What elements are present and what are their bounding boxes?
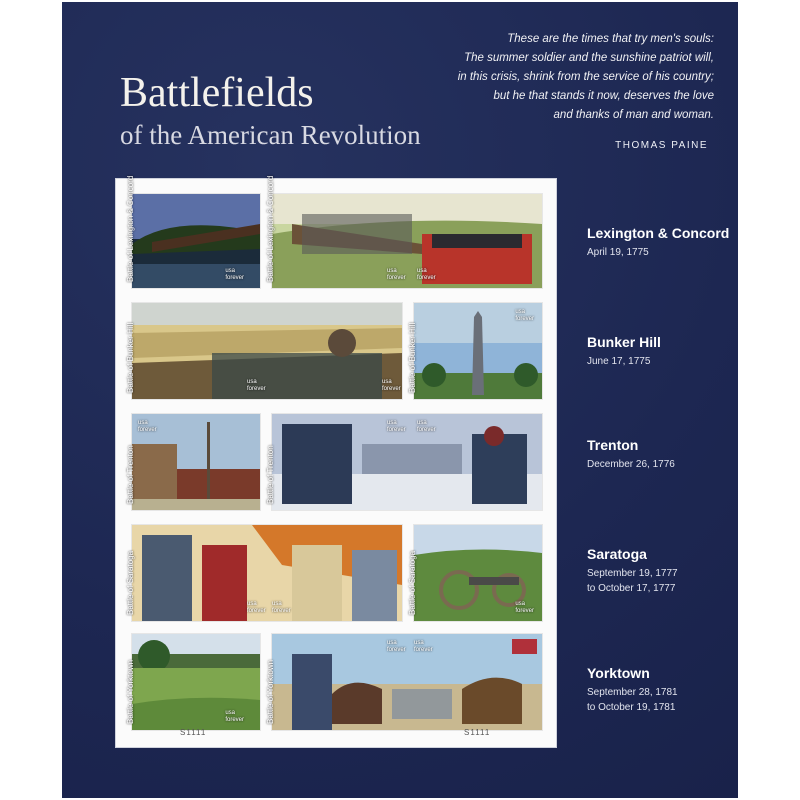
denom-forever: forever [515, 608, 534, 614]
quote-line: The summer soldier and the sunshine patriot will, [464, 52, 714, 64]
stamp-denomination [515, 309, 534, 323]
denom-forever: forever [225, 717, 244, 723]
stamp-caption: Battle of Bunker Hill [408, 322, 417, 393]
denom-forever: forever [272, 608, 291, 614]
stamp-caption: Battle of Lexington & Concord [126, 175, 135, 282]
stamp-denomination [414, 640, 433, 654]
denom-usa: usa [225, 710, 235, 716]
stamp-denomination [417, 268, 436, 282]
denom-usa: usa [417, 420, 427, 426]
denom-forever: forever [387, 647, 406, 653]
plate-number: S1111 [180, 728, 207, 737]
battle-date-end: to October 17, 1777 [587, 583, 676, 594]
stamp-caption: Battle of Saratoga [126, 550, 135, 615]
denom-forever: forever [387, 275, 406, 281]
troops-illustration [132, 303, 402, 399]
denom-usa: usa [138, 420, 148, 426]
stamp-denomination [387, 640, 406, 654]
denom-forever: forever [414, 647, 433, 653]
stamp-denomination [387, 268, 406, 282]
denom-usa: usa [247, 601, 257, 607]
stamp-caption: Battle of Bunker Hill [126, 322, 135, 393]
battle-date-start: September 28, 1781 [587, 687, 678, 698]
denom-usa: usa [387, 420, 397, 426]
battle-label-trenton [587, 437, 675, 472]
stamp-denomination [417, 420, 436, 434]
quote-line: in this crisis, shrink from the service of his country; [457, 71, 714, 83]
denom-usa: usa [247, 379, 257, 385]
denom-forever: forever [247, 608, 266, 614]
stamp-lexington-soldiers [266, 175, 542, 288]
battle-date: June 17, 1775 [587, 356, 651, 367]
stamp-denomination [272, 601, 291, 615]
stamp-denomination [382, 379, 401, 393]
denom-usa: usa [272, 601, 282, 607]
battle-date: April 19, 1775 [587, 247, 649, 258]
stamp-caption: Battle of Yorktown [266, 659, 275, 724]
stamp-caption: Battle of Lexington & Concord [266, 175, 275, 282]
stamp-denomination [225, 268, 244, 282]
stamp-denomination [387, 420, 406, 434]
stamp-bunker-hill-troops [126, 303, 402, 399]
denom-forever: forever [138, 427, 157, 433]
stamp-denomination [247, 601, 266, 615]
stamp-lexington-bridge [126, 175, 260, 288]
battle-date-start: September 19, 1777 [587, 568, 678, 579]
soldiers-illustration [272, 194, 542, 288]
stamp-pane [116, 175, 556, 747]
stamp-caption: Battle of Trenton [266, 445, 275, 504]
denom-forever: forever [382, 386, 401, 392]
stamp-denomination [225, 710, 244, 724]
battle-name: Bunker Hill [587, 334, 661, 350]
battle-label-lexington [587, 225, 729, 260]
denom-usa: usa [414, 640, 424, 646]
battle-date [587, 685, 678, 715]
battle-date [587, 566, 678, 596]
denom-usa: usa [515, 309, 525, 315]
stamp-denomination [247, 379, 266, 393]
quote-line: These are the times that try men's souls: [507, 33, 714, 45]
stamp-trenton-barracks [126, 414, 260, 510]
stamp-saratoga-surrender [126, 525, 402, 621]
battle-name: Yorktown [587, 665, 650, 681]
denom-forever: forever [387, 427, 406, 433]
cavalry-illustration [272, 634, 542, 730]
battle-name: Lexington & Concord [587, 225, 730, 241]
stamp-denomination [515, 601, 534, 615]
battle-label-saratoga [587, 546, 678, 596]
stamp-yorktown-cavalry [266, 634, 542, 730]
stamp-denomination [138, 420, 157, 434]
stamp-caption: Battle of Trenton [126, 445, 135, 504]
battle-name: Trenton [587, 437, 639, 453]
battle-label-yorktown [587, 665, 678, 715]
sheet-subtitle: of the American Revolution [120, 120, 421, 150]
denom-usa: usa [387, 268, 397, 274]
battle-date: December 26, 1776 [587, 459, 675, 470]
stamp-saratoga-cannon [408, 525, 542, 621]
denom-forever: forever [247, 386, 266, 392]
denom-forever: forever [225, 275, 244, 281]
battle-date-end: to October 19, 1781 [587, 702, 676, 713]
denom-forever: forever [417, 275, 436, 281]
stamp-bunker-hill-monument [408, 303, 542, 399]
quote-line: and thanks of man and woman. [553, 109, 714, 121]
denom-forever: forever [515, 316, 534, 322]
march-illustration [272, 414, 542, 510]
stamp-yorktown-field [126, 634, 260, 730]
denom-usa: usa [417, 268, 427, 274]
sheet-title: Battlefields [120, 70, 314, 116]
denom-usa: usa [515, 601, 525, 607]
battle-name: Saratoga [587, 546, 647, 562]
stamp-trenton-march [266, 414, 542, 510]
denom-usa: usa [387, 640, 397, 646]
denom-usa: usa [225, 268, 235, 274]
plate-number: S1111 [464, 728, 491, 737]
quote-line: but he that stands it now, deserves the love [493, 90, 714, 102]
denom-usa: usa [382, 379, 392, 385]
paine-quote [374, 30, 714, 125]
stamp-caption: Battle of Saratoga [408, 550, 417, 615]
quote-author: THOMAS PAINE [615, 140, 708, 151]
battle-label-bunker-hill [587, 334, 661, 369]
stamp-caption: Battle of Yorktown [126, 659, 135, 724]
denom-forever: forever [417, 427, 436, 433]
surrender-illustration [132, 525, 402, 621]
